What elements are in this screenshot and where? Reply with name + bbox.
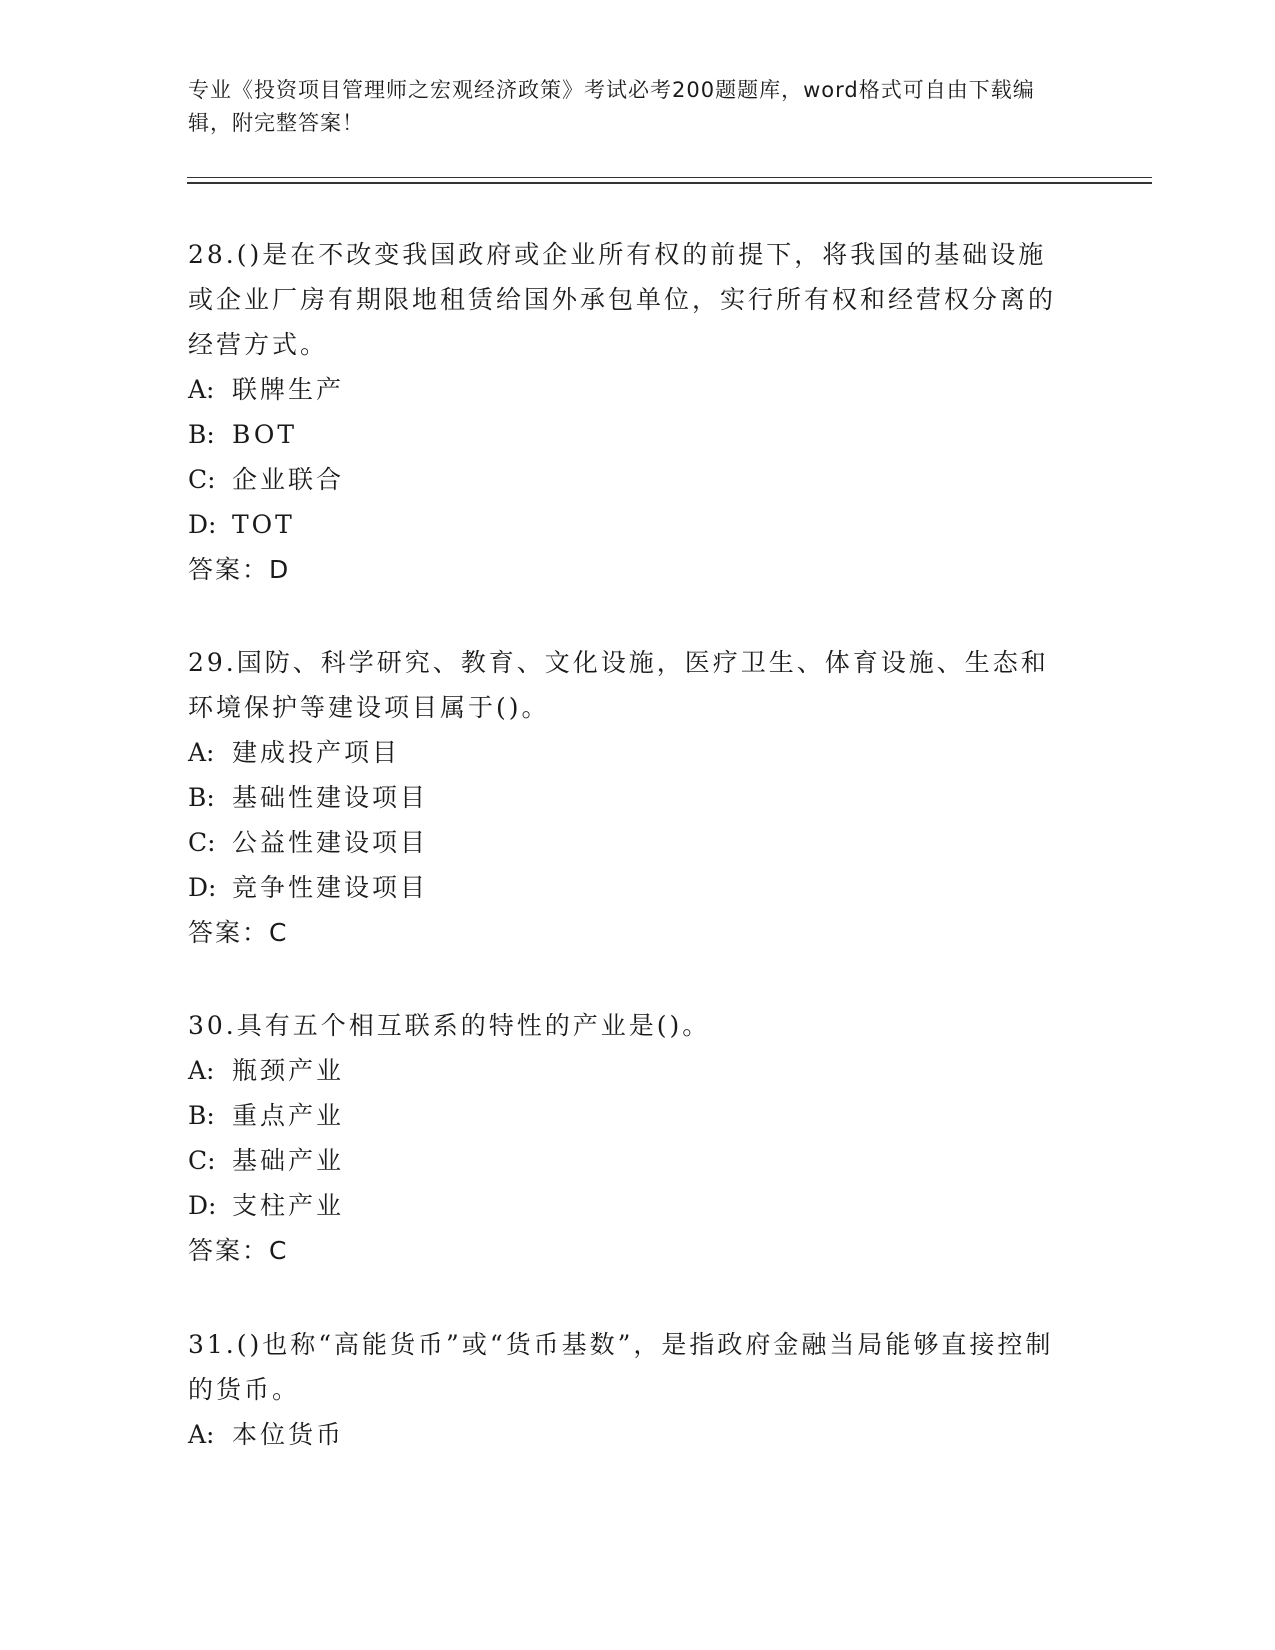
option-text: 支柱产业 [232, 1191, 345, 1220]
option-text: 瓶颈产业 [232, 1056, 345, 1085]
option-letter: A: [188, 738, 215, 767]
header-divider-thick [187, 182, 1152, 184]
option-c [188, 1138, 1068, 1183]
option-text: TOT [232, 510, 295, 539]
option-letter: B: [188, 1101, 215, 1130]
option-text: 基础性建设项目 [232, 783, 429, 812]
option-letter: D: [188, 873, 217, 902]
option-letter: D: [188, 1191, 217, 1220]
answer-line: 答案：C [188, 1236, 289, 1265]
option-text: 建成投产项目 [232, 738, 401, 767]
option-letter: A: [188, 1056, 215, 1085]
answer-line: 答案：D [188, 555, 291, 584]
option-text: 联牌生产 [232, 375, 345, 404]
question-28 [188, 232, 1068, 592]
option-text: 企业联合 [232, 465, 345, 494]
question-stem: 28.()是在不改变我国政府或企业所有权的前提下，将我国的基础设施或企业厂房有期限地租赁给国外承包单位，实行所有权和经营权分离的经营方式。 [188, 240, 1057, 359]
option-text: 竞争性建设项目 [232, 873, 429, 902]
option-b [188, 412, 1068, 457]
option-b [188, 775, 1068, 820]
option-text: 重点产业 [232, 1101, 345, 1130]
question-stem: 30.具有五个相互联系的特性的产业是()。 [188, 1011, 711, 1040]
document-header: 专业《投资项目管理师之宏观经济政策》考试必考200题题库，word格式可自由下载编辑，附完整答案！ [188, 78, 1035, 135]
option-a [188, 1048, 1068, 1093]
option-c [188, 457, 1068, 502]
option-b [188, 1093, 1068, 1138]
option-letter: C: [188, 828, 216, 857]
option-letter: B: [188, 783, 215, 812]
option-d [188, 1183, 1068, 1228]
option-text: 公益性建设项目 [232, 828, 429, 857]
option-a [188, 730, 1068, 775]
option-text: BOT [232, 420, 298, 449]
answer-line: 答案：C [188, 918, 289, 947]
option-a [188, 367, 1068, 412]
question-29 [188, 640, 1068, 955]
option-letter: A: [188, 375, 215, 404]
option-letter: A: [188, 1420, 215, 1449]
question-stem: 31.()也称“高能货币”或“货币基数”，是指政府金融当局能够直接控制的货币。 [188, 1330, 1054, 1404]
question-31 [188, 1322, 1068, 1457]
option-letter: C: [188, 465, 216, 494]
option-text: 本位货币 [232, 1420, 345, 1449]
question-stem: 29.国防、科学研究、教育、文化设施，医疗卫生、体育设施、生态和环境保护等建设项目属于()。 [188, 648, 1049, 722]
option-text: 基础产业 [232, 1146, 345, 1175]
option-a [188, 1412, 1068, 1457]
option-letter: C: [188, 1146, 216, 1175]
option-d [188, 865, 1068, 910]
option-letter: D: [188, 510, 217, 539]
option-letter: B: [188, 420, 215, 449]
question-30 [188, 1003, 1068, 1273]
option-c [188, 820, 1068, 865]
option-d [188, 502, 1068, 547]
header-divider-thin [187, 177, 1152, 178]
